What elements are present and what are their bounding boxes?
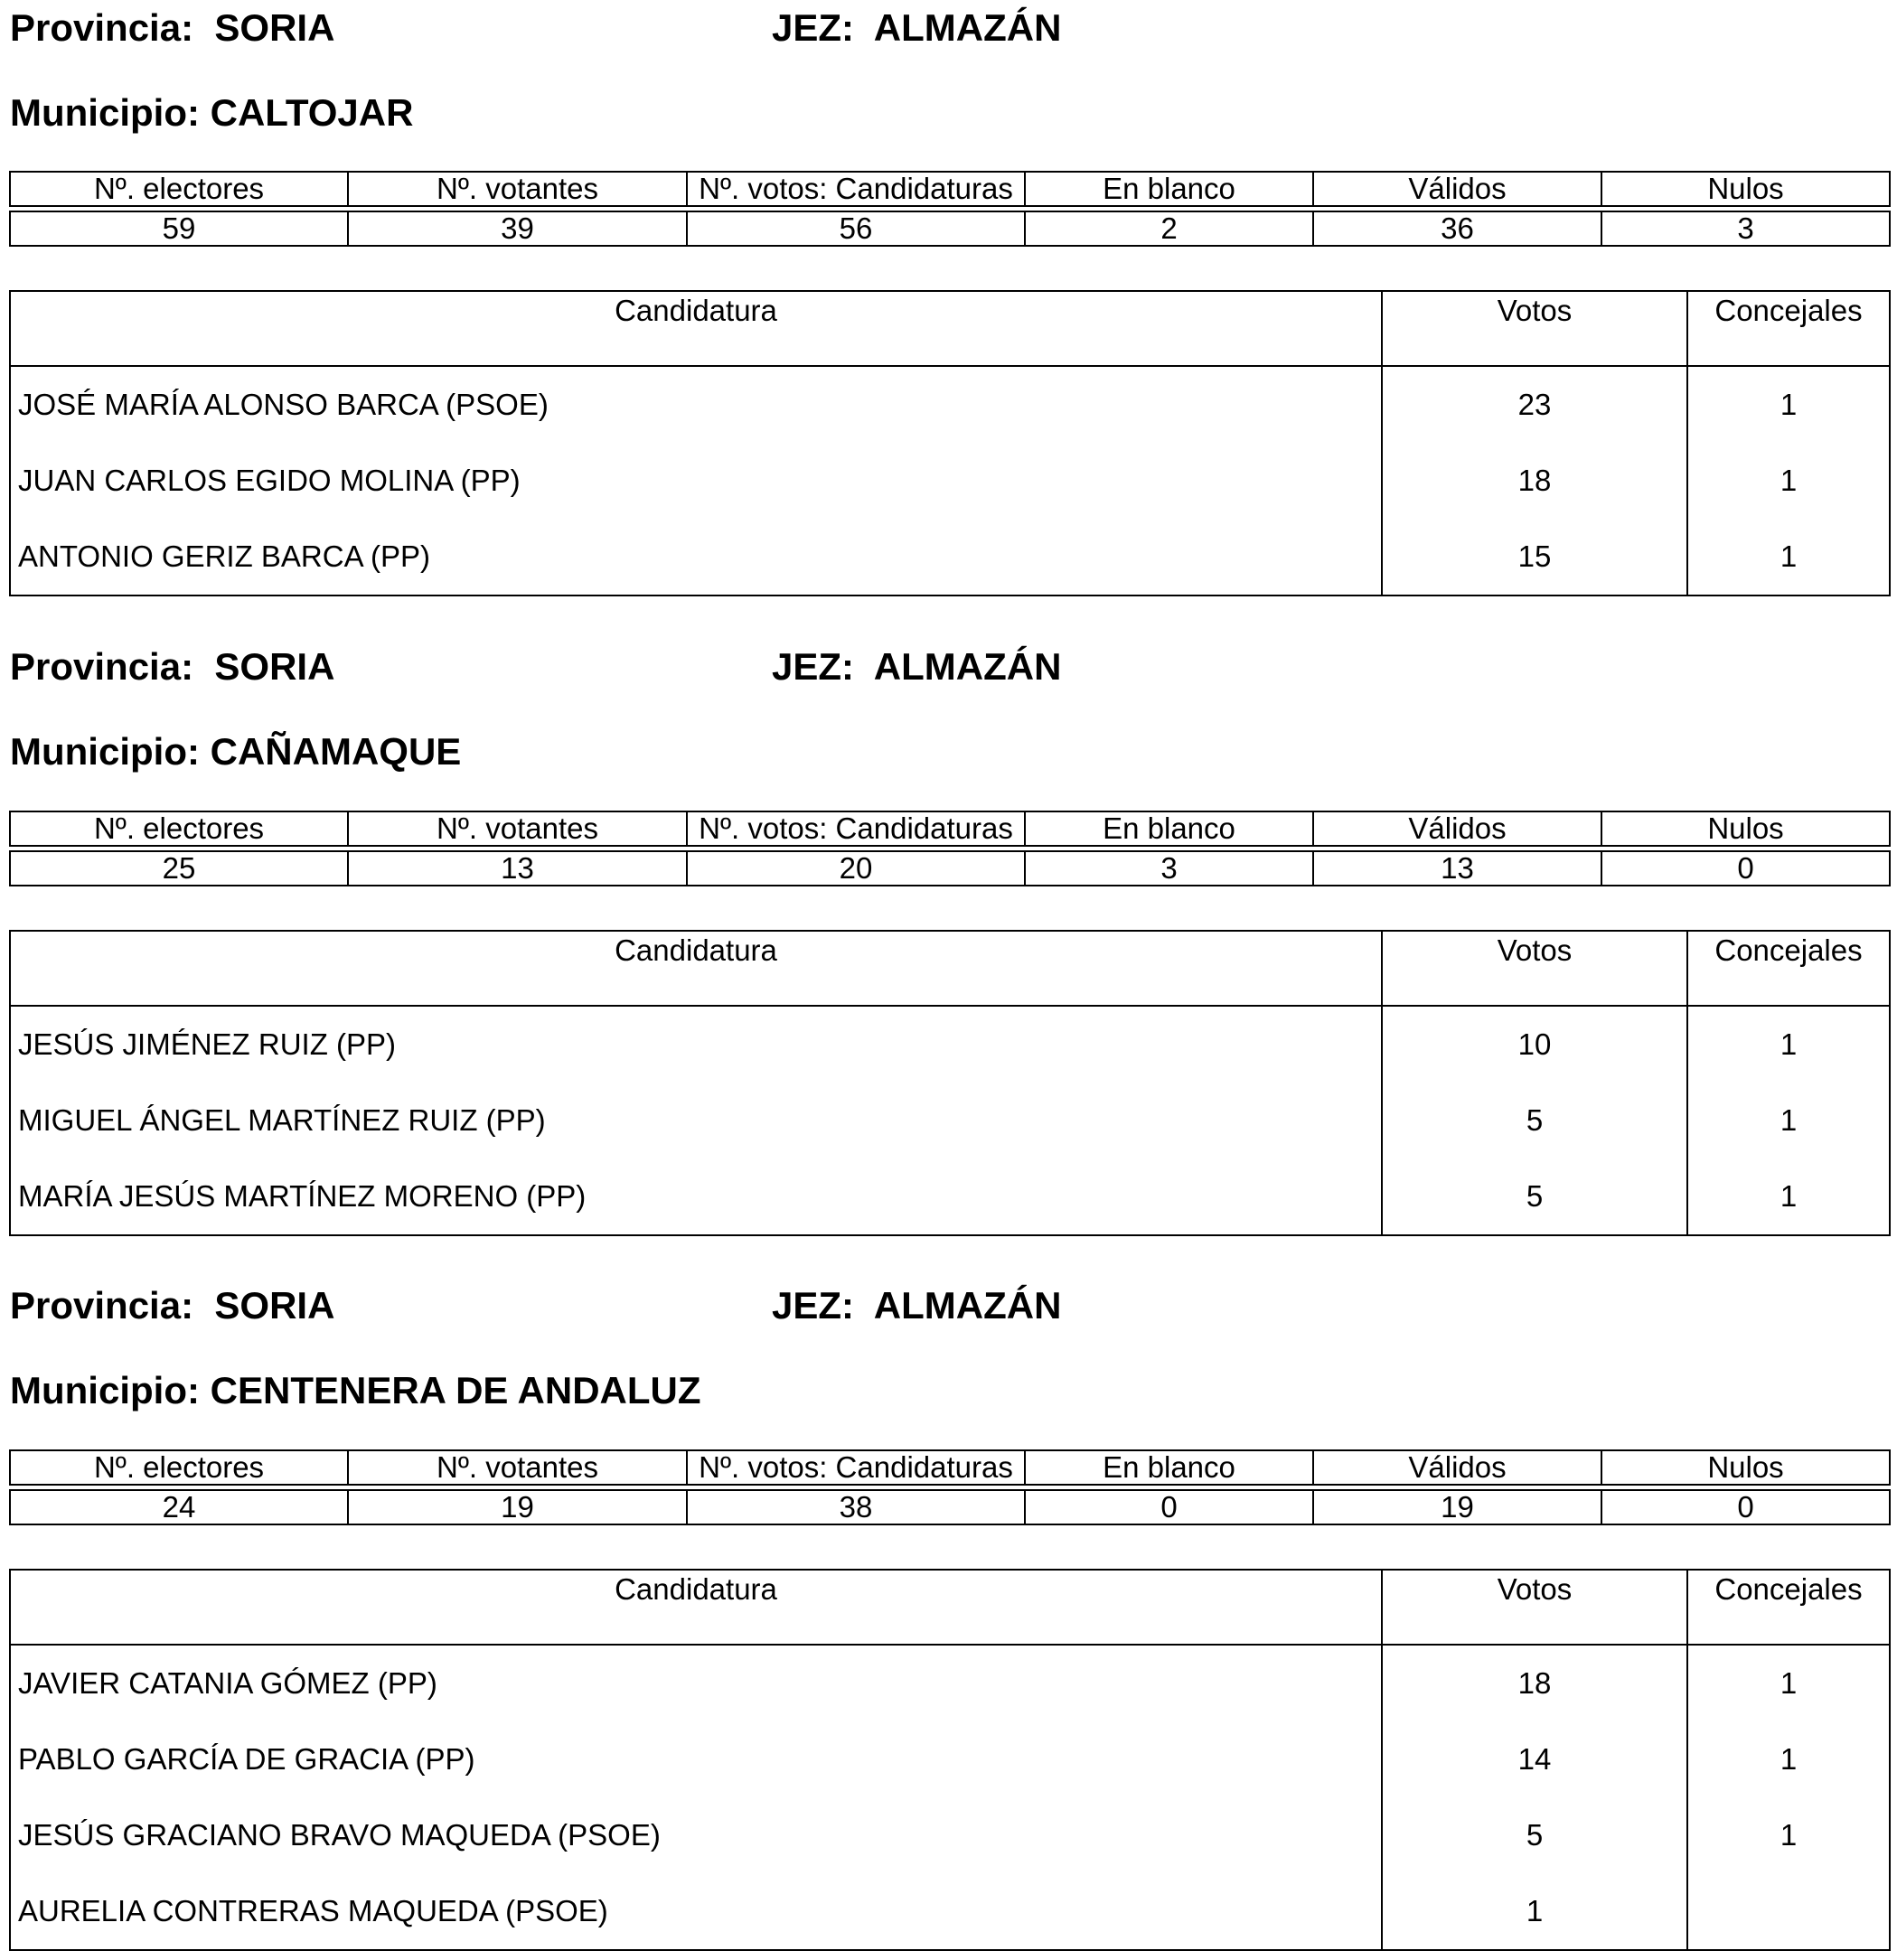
candidate-votos: 23 [1382,366,1687,443]
header-votantes: Nº. votantes [348,811,687,846]
candidates-table [9,930,1891,1236]
candidate-votos: 1 [1382,1873,1687,1950]
stats-values-table [9,850,1891,886]
header-validos: Válidos [1313,811,1601,846]
table-row [10,1645,1890,1721]
candidate-name: MARÍA JESÚS MARTÍNEZ MORENO (PP) [10,1158,1382,1235]
table-row [10,1083,1890,1158]
header-candidatura: Candidatura [10,931,1382,1006]
municipio-heading: Municipio: CENTENERA DE ANDALUZ [10,1369,701,1411]
stats-table [9,811,1891,847]
header-votos-candidaturas: Nº. votos: Candidaturas [687,811,1025,846]
candidate-votos: 18 [1382,443,1687,519]
value-nulos: 3 [1601,211,1890,246]
municipio-heading: Municipio: CALTOJAR [10,91,414,134]
header-validos: Válidos [1313,1450,1601,1485]
stats-values-table [9,211,1891,247]
candidate-name: JOSÉ MARÍA ALONSO BARCA (PSOE) [10,366,1382,443]
header-votos: Votos [1382,1570,1687,1645]
table-row [10,1873,1890,1950]
provincia-heading: Provincia: SORIA [10,1284,335,1327]
value-votantes: 19 [348,1490,687,1524]
provincia-heading: Provincia: SORIA [10,645,335,688]
header-en-blanco: En blanco [1025,172,1313,206]
value-en-blanco: 0 [1025,1490,1313,1524]
header-nulos: Nulos [1601,1450,1890,1485]
table-row [10,1797,1890,1873]
candidates-table [9,1569,1891,1951]
jez-heading: JEZ: ALMAZÁN [772,6,1062,49]
candidate-concejales [1687,1873,1890,1950]
municipio-heading: Municipio: CAÑAMAQUE [10,730,462,773]
candidate-votos: 15 [1382,519,1687,596]
value-votos-candidaturas: 56 [687,211,1025,246]
header-candidatura: Candidatura [10,291,1382,366]
header-en-blanco: En blanco [1025,1450,1313,1485]
table-row [10,1006,1890,1083]
header-electores: Nº. electores [10,811,348,846]
table-row [10,519,1890,596]
candidate-concejales: 1 [1687,366,1890,443]
value-votos-candidaturas: 20 [687,851,1025,886]
candidate-votos: 10 [1382,1006,1687,1083]
header-votantes: Nº. votantes [348,172,687,206]
header-votantes: Nº. votantes [348,1450,687,1485]
header-votos-candidaturas: Nº. votos: Candidaturas [687,1450,1025,1485]
candidate-votos: 18 [1382,1645,1687,1721]
jez-heading: JEZ: ALMAZÁN [772,645,1062,688]
value-votos-candidaturas: 38 [687,1490,1025,1524]
candidate-name: PABLO GARCÍA DE GRACIA (PP) [10,1721,1382,1797]
candidate-name: AURELIA CONTRERAS MAQUEDA (PSOE) [10,1873,1382,1950]
candidate-votos: 5 [1382,1158,1687,1235]
value-electores: 59 [10,211,348,246]
header-nulos: Nulos [1601,811,1890,846]
table-row [10,366,1890,443]
candidate-name: JUAN CARLOS EGIDO MOLINA (PP) [10,443,1382,519]
candidate-votos: 5 [1382,1797,1687,1873]
candidate-name: MIGUEL ÁNGEL MARTÍNEZ RUIZ (PP) [10,1083,1382,1158]
jez-heading: JEZ: ALMAZÁN [772,1284,1062,1327]
provincia-heading: Provincia: SORIA [10,6,335,49]
table-row [10,443,1890,519]
value-votantes: 13 [348,851,687,886]
value-electores: 25 [10,851,348,886]
candidate-votos: 14 [1382,1721,1687,1797]
table-row [10,1721,1890,1797]
candidate-concejales: 1 [1687,443,1890,519]
header-electores: Nº. electores [10,1450,348,1485]
value-validos: 36 [1313,211,1601,246]
candidate-name: ANTONIO GERIZ BARCA (PP) [10,519,1382,596]
candidate-name: JESÚS JIMÉNEZ RUIZ (PP) [10,1006,1382,1083]
candidate-name: JESÚS GRACIANO BRAVO MAQUEDA (PSOE) [10,1797,1382,1873]
candidate-votos: 5 [1382,1083,1687,1158]
value-validos: 19 [1313,1490,1601,1524]
stats-table [9,1449,1891,1486]
header-concejales: Concejales [1687,931,1890,1006]
table-row [10,1158,1890,1235]
stats-values-table [9,1489,1891,1525]
candidate-concejales: 1 [1687,1645,1890,1721]
header-votos: Votos [1382,931,1687,1006]
value-nulos: 0 [1601,851,1890,886]
candidates-table [9,290,1891,596]
value-votantes: 39 [348,211,687,246]
header-electores: Nº. electores [10,172,348,206]
header-concejales: Concejales [1687,1570,1890,1645]
candidate-concejales: 1 [1687,1158,1890,1235]
value-validos: 13 [1313,851,1601,886]
candidate-concejales: 1 [1687,1797,1890,1873]
value-nulos: 0 [1601,1490,1890,1524]
value-en-blanco: 2 [1025,211,1313,246]
candidate-name: JAVIER CATANIA GÓMEZ (PP) [10,1645,1382,1721]
candidate-concejales: 1 [1687,519,1890,596]
header-nulos: Nulos [1601,172,1890,206]
candidate-concejales: 1 [1687,1006,1890,1083]
header-candidatura: Candidatura [10,1570,1382,1645]
stats-table [9,171,1891,207]
candidate-concejales: 1 [1687,1721,1890,1797]
value-electores: 24 [10,1490,348,1524]
header-en-blanco: En blanco [1025,811,1313,846]
candidate-concejales: 1 [1687,1083,1890,1158]
header-concejales: Concejales [1687,291,1890,366]
header-validos: Válidos [1313,172,1601,206]
value-en-blanco: 3 [1025,851,1313,886]
header-votos: Votos [1382,291,1687,366]
header-votos-candidaturas: Nº. votos: Candidaturas [687,172,1025,206]
